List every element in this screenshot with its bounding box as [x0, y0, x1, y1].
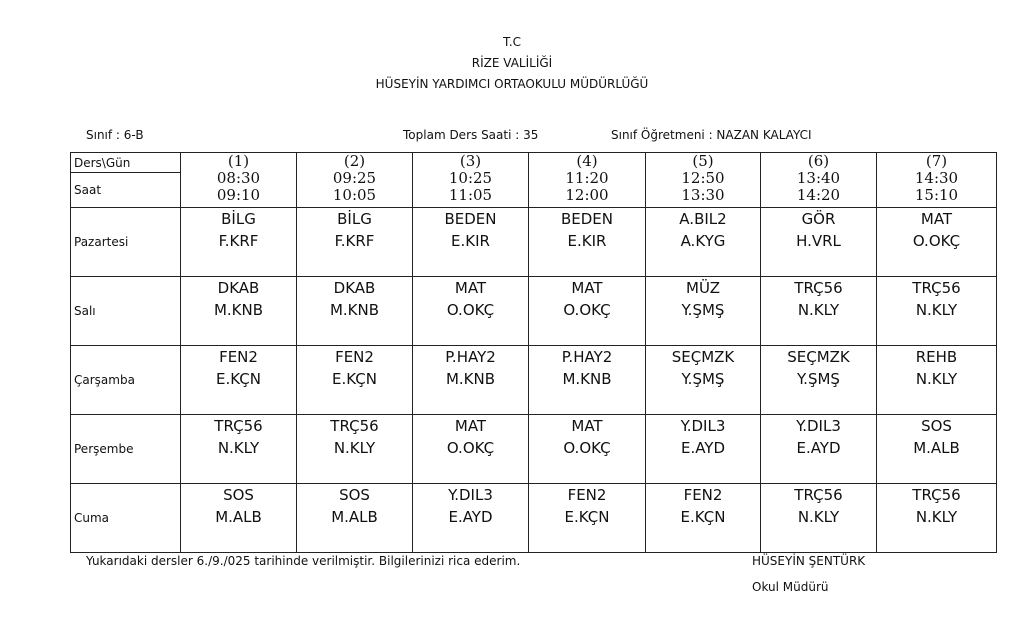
teacher-code: O.OKÇ [446, 439, 495, 457]
period-number: (6) [807, 152, 830, 170]
lesson-code: SEÇMZK [671, 348, 735, 366]
lesson-cell [181, 208, 297, 277]
teacher-code: M.KNB [445, 370, 496, 388]
lesson-cell [646, 208, 761, 277]
teacher-code: E.AYD [448, 508, 493, 526]
table-row [71, 277, 997, 346]
lesson-cell [413, 208, 529, 277]
lesson-cell [761, 484, 877, 553]
table-row [71, 484, 997, 553]
lesson-code: TRÇ56 [912, 486, 961, 504]
teacher-code: H.VRL [796, 232, 841, 250]
day-label: Perşembe [71, 415, 181, 484]
day-label: Cuma [71, 484, 181, 553]
lesson-cell [297, 415, 413, 484]
period-end: 12:00 [565, 186, 609, 204]
period-end: 13:30 [681, 186, 725, 204]
teacher-code: O.OKÇ [912, 232, 961, 250]
lesson-code: SEÇMZK [787, 348, 850, 366]
lesson-cell [529, 208, 646, 277]
teacher-code: E.KÇN [216, 370, 261, 388]
lesson-cell [761, 208, 877, 277]
lesson-code: MAT [454, 417, 487, 435]
lesson-code: FEN2 [219, 348, 258, 366]
lesson-cell [877, 346, 997, 415]
lesson-code: FEN2 [683, 486, 723, 504]
period-start: 09:25 [332, 169, 377, 187]
lesson-code: SOS [223, 486, 254, 504]
teacher-code: E.KÇN [332, 370, 377, 388]
lesson-code: TRÇ56 [794, 279, 843, 297]
period-start: 10:25 [448, 169, 493, 187]
teacher-code: Y.ŞMŞ [681, 370, 725, 388]
teacher-code: M.ALB [913, 439, 960, 457]
lesson-cell [877, 484, 997, 553]
period-header [761, 153, 877, 208]
lesson-cell [181, 346, 297, 415]
period-number: (1) [227, 152, 250, 170]
teacher-code: N.KLY [915, 508, 958, 526]
lesson-cell [413, 277, 529, 346]
lesson-cell [529, 277, 646, 346]
teacher-code: E.KÇN [680, 508, 726, 526]
teacher-code: A.KYG [680, 232, 726, 250]
lesson-cell [646, 277, 761, 346]
lesson-code: DKAB [217, 279, 260, 297]
teacher-code: Y.ŞMŞ [681, 301, 725, 319]
lesson-cell [529, 415, 646, 484]
lesson-code: MAT [571, 279, 603, 297]
lesson-code: TRÇ56 [330, 417, 379, 435]
time-label: Saat [71, 173, 181, 208]
lesson-cell [529, 346, 646, 415]
signer-title: Okul Müdürü [752, 580, 829, 594]
period-header [877, 153, 997, 208]
teacher-code: M.KNB [329, 301, 380, 319]
header-school: HÜSEYİN YARDIMCI ORTAOKULU MÜDÜRLÜĞÜ [375, 77, 649, 91]
teacher-code: E.KIR [567, 232, 607, 250]
header-governorship: RİZE VALİLİĞİ [471, 56, 553, 70]
lesson-cell [181, 484, 297, 553]
lesson-cell [646, 415, 761, 484]
period-header [413, 153, 529, 208]
teacher-code: O.OKÇ [563, 301, 611, 319]
period-number: (5) [692, 152, 714, 170]
period-end: 10:05 [332, 186, 377, 204]
lesson-cell [761, 277, 877, 346]
lesson-code: SOS [921, 417, 952, 435]
table-row [71, 346, 997, 415]
lesson-cell [297, 346, 413, 415]
lesson-code: DKAB [333, 279, 376, 297]
period-end: 09:10 [216, 186, 261, 204]
lesson-cell [877, 415, 997, 484]
lesson-code: P.HAY2 [561, 348, 613, 366]
day-label: Pazartesi [71, 208, 181, 277]
lesson-code: TRÇ56 [794, 486, 843, 504]
table-row [71, 208, 997, 277]
lesson-cell [413, 484, 529, 553]
teacher-code: E.AYD [680, 439, 726, 457]
lesson-code: GÖR [801, 210, 836, 228]
period-header [529, 153, 646, 208]
lesson-cell [646, 346, 761, 415]
teacher-code: N.KLY [797, 508, 840, 526]
lesson-cell [646, 484, 761, 553]
lesson-code: MAT [454, 279, 487, 297]
period-start: 08:30 [216, 169, 261, 187]
lesson-code: FEN2 [567, 486, 607, 504]
teacher-code: M.ALB [215, 508, 262, 526]
teacher-code: M.KNB [213, 301, 264, 319]
period-number: (4) [576, 152, 598, 170]
lesson-code: SOS [339, 486, 370, 504]
teacher-code: N.KLY [333, 439, 376, 457]
lesson-cell [297, 208, 413, 277]
period-start: 13:40 [796, 169, 841, 187]
period-number: (3) [459, 152, 482, 170]
lesson-code: FEN2 [335, 348, 374, 366]
period-start: 11:20 [565, 169, 609, 187]
teacher-code: N.KLY [217, 439, 260, 457]
period-number: (7) [925, 152, 948, 170]
lesson-code: BİLG [337, 210, 372, 228]
period-header [181, 153, 297, 208]
lesson-code: MAT [920, 210, 953, 228]
period-end: 15:10 [914, 186, 959, 204]
teacher-code: M.ALB [331, 508, 378, 526]
day-label: Salı [71, 277, 181, 346]
teacher-code: N.KLY [915, 370, 958, 388]
lesson-cell [297, 277, 413, 346]
lesson-cell [413, 415, 529, 484]
lesson-code: TRÇ56 [912, 279, 961, 297]
day-label: Çarşamba [71, 346, 181, 415]
footer-note: Yukarıdaki dersler 6./9./025 tarihinde verilmiştir. Bilgilerinizi rica ederim. [86, 554, 521, 568]
lesson-cell [529, 484, 646, 553]
lesson-code: TRÇ56 [214, 417, 263, 435]
schedule-table [70, 152, 997, 553]
lesson-cell [761, 346, 877, 415]
period-end: 11:05 [448, 186, 493, 204]
lesson-code: Y.DIL3 [448, 486, 493, 504]
lesson-code: REHB [915, 348, 958, 366]
period-number: (2) [343, 152, 366, 170]
lesson-code: BEDEN [560, 210, 614, 228]
teacher-code: O.OKÇ [446, 301, 495, 319]
lesson-cell [181, 415, 297, 484]
teacher-code: O.OKÇ [563, 439, 611, 457]
class-info: Sınıf : 6-B [86, 128, 144, 142]
table-row [71, 415, 997, 484]
class-teacher: Sınıf Öğretmeni : NAZAN KALAYCI [611, 128, 812, 142]
lesson-cell [761, 415, 877, 484]
lesson-cell [181, 277, 297, 346]
teacher-code: N.KLY [915, 301, 958, 319]
period-header [297, 153, 413, 208]
teacher-code: F.KRF [334, 232, 375, 250]
lesson-cell [877, 277, 997, 346]
lesson-code: Y.DIL3 [680, 417, 726, 435]
teacher-code: E.KÇN [564, 508, 610, 526]
lesson-code: MÜZ [686, 279, 720, 297]
lesson-cell [297, 484, 413, 553]
teacher-code: N.KLY [797, 301, 840, 319]
teacher-code: F.KRF [218, 232, 259, 250]
teacher-code: E.AYD [796, 439, 841, 457]
teacher-code: E.KIR [451, 232, 490, 250]
lesson-cell [877, 208, 997, 277]
teacher-code: M.KNB [562, 370, 612, 388]
lesson-code: P.HAY2 [445, 348, 496, 366]
period-start: 14:30 [914, 169, 959, 187]
header-tc: T.C [502, 35, 522, 49]
corner-label: Ders\Gün [71, 153, 181, 173]
lesson-cell [413, 346, 529, 415]
lesson-code: BEDEN [444, 210, 497, 228]
period-start: 12:50 [681, 169, 725, 187]
lesson-code: MAT [571, 417, 603, 435]
period-header [646, 153, 761, 208]
lesson-code: BİLG [221, 210, 256, 228]
teacher-code: Y.ŞMŞ [797, 370, 840, 388]
total-hours: Toplam Ders Saati : 35 [403, 128, 539, 142]
lesson-code: A.BIL2 [679, 210, 727, 228]
signer-name: HÜSEYİN ŞENTÜRK [752, 554, 866, 568]
lesson-code: Y.DIL3 [796, 417, 841, 435]
period-end: 14:20 [796, 186, 841, 204]
